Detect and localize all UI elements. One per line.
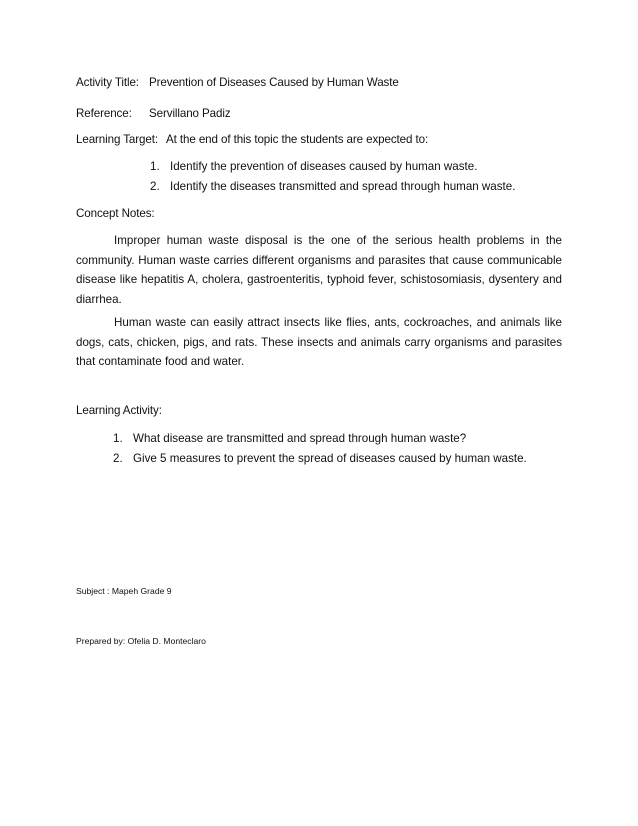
- activity-item-text: Give 5 measures to prevent the spread of diseases caused by human waste.: [133, 452, 527, 465]
- learning-target-label: Learning Target:: [76, 133, 158, 146]
- activity-item-text: What disease are transmitted and spread through human waste?: [133, 432, 467, 445]
- target-item-text: Identify the diseases transmitted and spread through human waste.: [170, 180, 516, 193]
- learning-activity-heading: Learning Activity:: [76, 404, 162, 417]
- target-item-number: 2.: [150, 180, 160, 193]
- concept-paragraph-2: Human waste can easily attract insects like flies, ants, cockroaches, and animals like dogs, cats, chicken, pigs, and rats. These insects and animals carry organisms and parasites that contaminate food and water.: [76, 316, 562, 368]
- activity-title-label: Activity Title:: [76, 76, 139, 89]
- subject-line: Subject : Mapeh Grade 9: [76, 586, 172, 596]
- learning-target-value: At the end of this topic the students are expected to:: [166, 133, 429, 146]
- activity-title-value: Prevention of Diseases Caused by Human Waste: [149, 76, 399, 89]
- concept-paragraph-1: Improper human waste disposal is the one of the serious health problems in the community. Human waste carries different organisms and parasites that cause communicable disease like hepatitis A, cholera, gastroenteritis, typhoid fever, schistosomiasis, dysentery and diarrhea.: [76, 234, 562, 306]
- reference-value: Servillano Padiz: [149, 107, 231, 120]
- target-item-number: 1.: [150, 160, 160, 173]
- activity-item-number: 2.: [113, 452, 123, 465]
- activity-item-number: 1.: [113, 432, 123, 445]
- target-item-text: Identify the prevention of diseases caused by human waste.: [170, 160, 478, 173]
- reference-label: Reference:: [76, 107, 132, 120]
- prepared-by-line: Prepared by: Ofelia D. Monteclaro: [76, 636, 206, 646]
- concept-notes-heading: Concept Notes:: [76, 207, 155, 220]
